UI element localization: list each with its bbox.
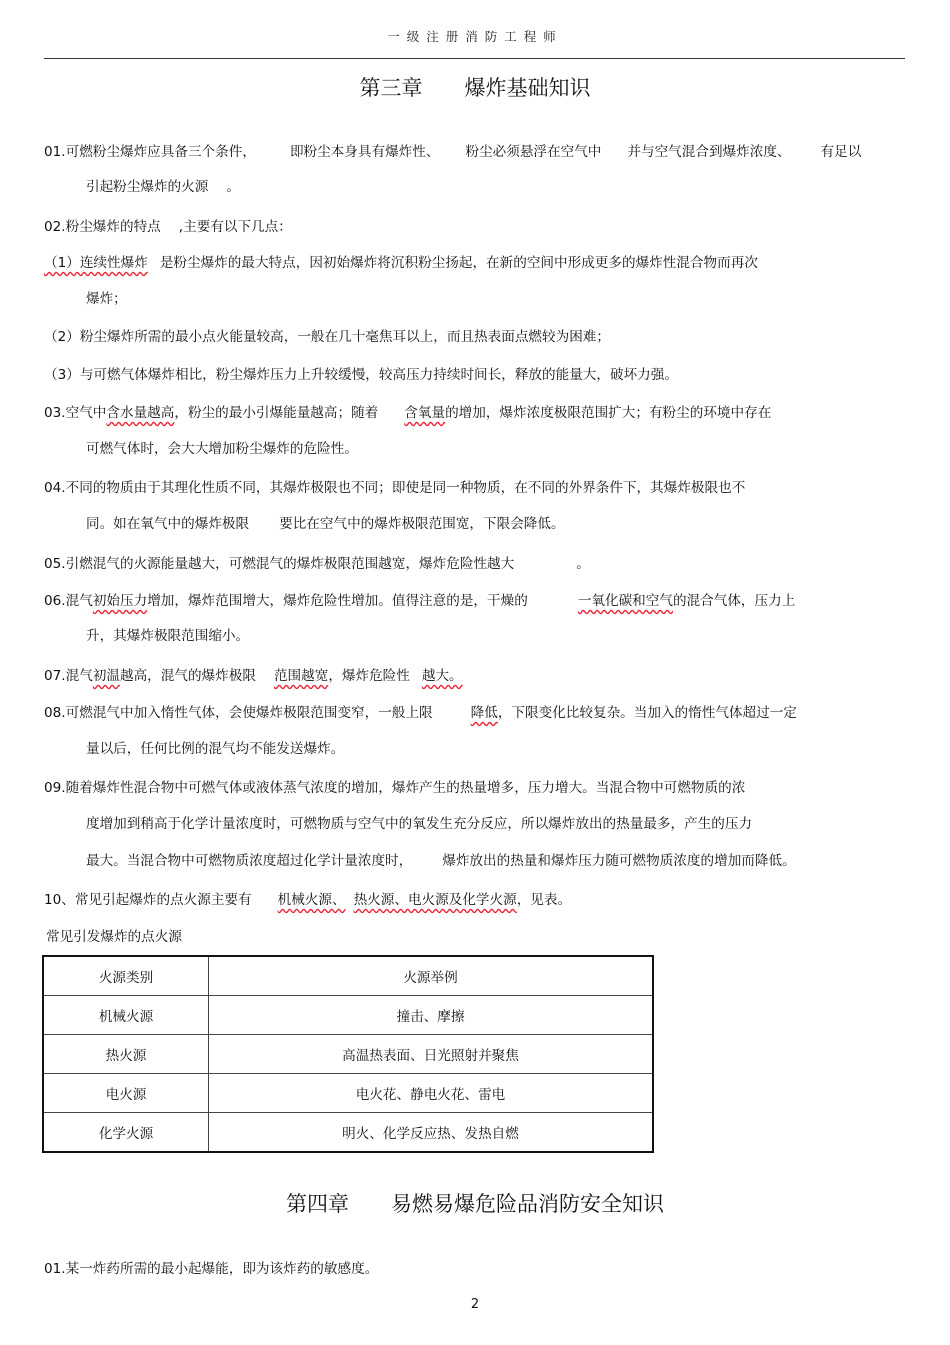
text-segment: 是粉尘爆炸的最大特点，因初始爆炸将沉积粉尘扬起，在新的空间中形成更多的爆炸性混合物而再次 xyxy=(159,255,758,271)
item-07 xyxy=(44,667,463,685)
underlined-term: 范围越宽 xyxy=(273,668,329,684)
item-02-2: （2）粉尘爆炸所需的最小点火能量较高，一般在几十毫焦耳以上，而且热表面点燃较为困难； xyxy=(44,329,610,345)
table-row xyxy=(43,996,653,1035)
text-segment: 。 xyxy=(576,556,590,572)
table-row xyxy=(43,1074,653,1113)
table-cell: 机械火源 xyxy=(43,996,209,1035)
underlined-term: 含水量越高 xyxy=(106,405,175,421)
text-segment: 引起粉尘爆炸的火源 xyxy=(86,179,209,195)
text-segment: 并与空气混合到爆炸浓度、 xyxy=(627,144,791,160)
text-segment: 06.混气 xyxy=(44,593,93,609)
underlined-term: 初温 xyxy=(92,668,120,684)
header-rule xyxy=(44,58,905,59)
table-cell: 化学火源 xyxy=(43,1113,209,1153)
item-05 xyxy=(44,555,590,573)
text-segment: 的混合气体，压力上 xyxy=(672,593,796,609)
item-08-line2: 量以后，任何比例的混气均不能发送爆炸。 xyxy=(86,741,345,757)
item-02 xyxy=(44,218,292,236)
table-header-cell: 火源类别 xyxy=(43,956,209,996)
table-caption: 常见引发爆炸的点火源 xyxy=(46,929,182,945)
text-segment: ,主要有以下几点： xyxy=(178,219,292,235)
item-08-line1 xyxy=(44,704,797,722)
text-segment: 02.粉尘爆炸的特点 xyxy=(44,219,161,235)
text-segment: 粉尘必须悬浮在空气中 xyxy=(465,144,602,160)
table-header-row xyxy=(43,956,653,996)
item-01-line2 xyxy=(86,178,240,196)
running-header: 一级注册消防工程师 xyxy=(387,29,563,44)
text-segment: 要比在空气中的爆炸极限范围宽，下限会降低。 xyxy=(279,516,565,532)
item-04-line2 xyxy=(86,515,565,533)
text-segment: 即粉尘本身具有爆炸性、 xyxy=(289,144,440,160)
text-segment: 03.空气中 xyxy=(44,405,107,421)
text-segment: ，见表。 xyxy=(516,892,572,908)
item-10 xyxy=(44,891,571,909)
text-segment: 增加，爆炸范围增大，爆炸危险性增加。值得注意的是，干燥的 xyxy=(147,593,528,609)
text-segment: 。 xyxy=(226,179,240,195)
text-segment: 10、常见引起爆炸的点火源主要有 xyxy=(44,892,252,908)
text-segment: 同。如在氧气中的爆炸极限 xyxy=(86,516,250,532)
ignition-source-table xyxy=(42,955,654,1153)
text-segment: 01.可燃粉尘爆炸应具备三个条件， xyxy=(44,144,256,160)
table-row xyxy=(43,1113,653,1153)
item-09-line2: 度增加到稍高于化学计量浓度时，可燃物质与空气中的氧发生充分反应，所以爆炸放出的热量最多，产生的压力 xyxy=(86,816,753,832)
text-segment: 有足以 xyxy=(820,144,862,160)
table-cell: 热火源 xyxy=(43,1035,209,1074)
item-06-line2: 升，其爆炸极限范围缩小。 xyxy=(86,628,250,644)
item-01-line1 xyxy=(44,143,861,161)
underlined-term: 热火源、电火源及化学火源 xyxy=(353,892,517,908)
table-cell: 高温热表面、日光照射并聚焦 xyxy=(209,1035,654,1074)
table-cell: 明火、化学反应热、发热自燃 xyxy=(209,1113,654,1153)
underlined-term: 初始压力 xyxy=(92,593,148,609)
underlined-term: 越大。 xyxy=(421,668,463,684)
item-04-line1: 04.不同的物质由于其理化性质不同，其爆炸极限也不同；即使是同一种物质，在不同的外界条件下，其爆炸极限也不 xyxy=(44,480,746,496)
item-02-1-line2: 爆炸； xyxy=(86,291,127,307)
item-09-line1: 09.随着爆炸性混合物中可燃气体或液体蒸气浓度的增加，爆炸产生的热量增多，压力增大。当混合物中可燃物质的浓 xyxy=(44,780,746,796)
item-03-line2: 可燃气体时，会大大增加粉尘爆炸的危险性。 xyxy=(86,441,358,457)
table-cell: 撞击、摩擦 xyxy=(209,996,654,1035)
text-segment: ，爆炸危险性 xyxy=(328,668,410,684)
text-segment: 爆炸放出的热量和爆炸压力随可燃物质浓度的增加而降低。 xyxy=(442,853,796,869)
text-segment: 的增加，爆炸浓度极限范围扩大；有粉尘的环境中存在 xyxy=(445,405,772,421)
table-cell: 电火源 xyxy=(43,1074,209,1113)
underlined-term: 含氧量 xyxy=(404,405,446,421)
text-segment: 最大。当混合物中可燃物质浓度超过化学计量浓度时， xyxy=(86,853,413,869)
item-03-line1 xyxy=(44,404,771,422)
item-09-line3 xyxy=(86,852,796,870)
table-row xyxy=(43,1035,653,1074)
item-02-1-line1 xyxy=(44,254,758,272)
table-header-cell: 火源举例 xyxy=(209,956,654,996)
text-segment: 05.引燃混气的火源能量越大，可燃混气的爆炸极限范围越宽，爆炸危险性越大 xyxy=(44,556,515,572)
text-segment: 07.混气 xyxy=(44,668,93,684)
text-segment: 08.可燃混气中加入惰性气体，会使爆炸极限范围变窄，一般上限 xyxy=(44,705,433,721)
page-number: 2 xyxy=(470,1297,480,1312)
underlined-term: 机械火源、 xyxy=(277,892,346,908)
text-segment: 越高，混气的爆炸极限 xyxy=(120,668,256,684)
chapter-4-title: 第四章 易燃易爆危险品消防安全知识 xyxy=(286,1192,664,1216)
underlined-term: （1）连续性爆炸 xyxy=(44,255,148,271)
table-cell: 电火花、静电火花、雷电 xyxy=(209,1074,654,1113)
item-02-3: （3）与可燃气体爆炸相比，粉尘爆炸压力上升较缓慢，较高压力持续时间长，释放的能量大，破坏力强。 xyxy=(44,367,678,383)
underlined-term: 降低 xyxy=(470,705,498,721)
underlined-term: 一氧化碳和空气 xyxy=(577,593,673,609)
text-segment: ，下限变化比较复杂。当加入的惰性气体超过一定 xyxy=(497,705,797,721)
ch4-item-01: 01.某一炸药所需的最小起爆能，即为该炸药的敏感度。 xyxy=(44,1261,379,1277)
item-06-line1 xyxy=(44,592,795,610)
text-segment: ，粉尘的最小引爆能量越高；随着 xyxy=(174,405,379,421)
chapter-3-title: 第三章 爆炸基础知识 xyxy=(359,76,591,100)
